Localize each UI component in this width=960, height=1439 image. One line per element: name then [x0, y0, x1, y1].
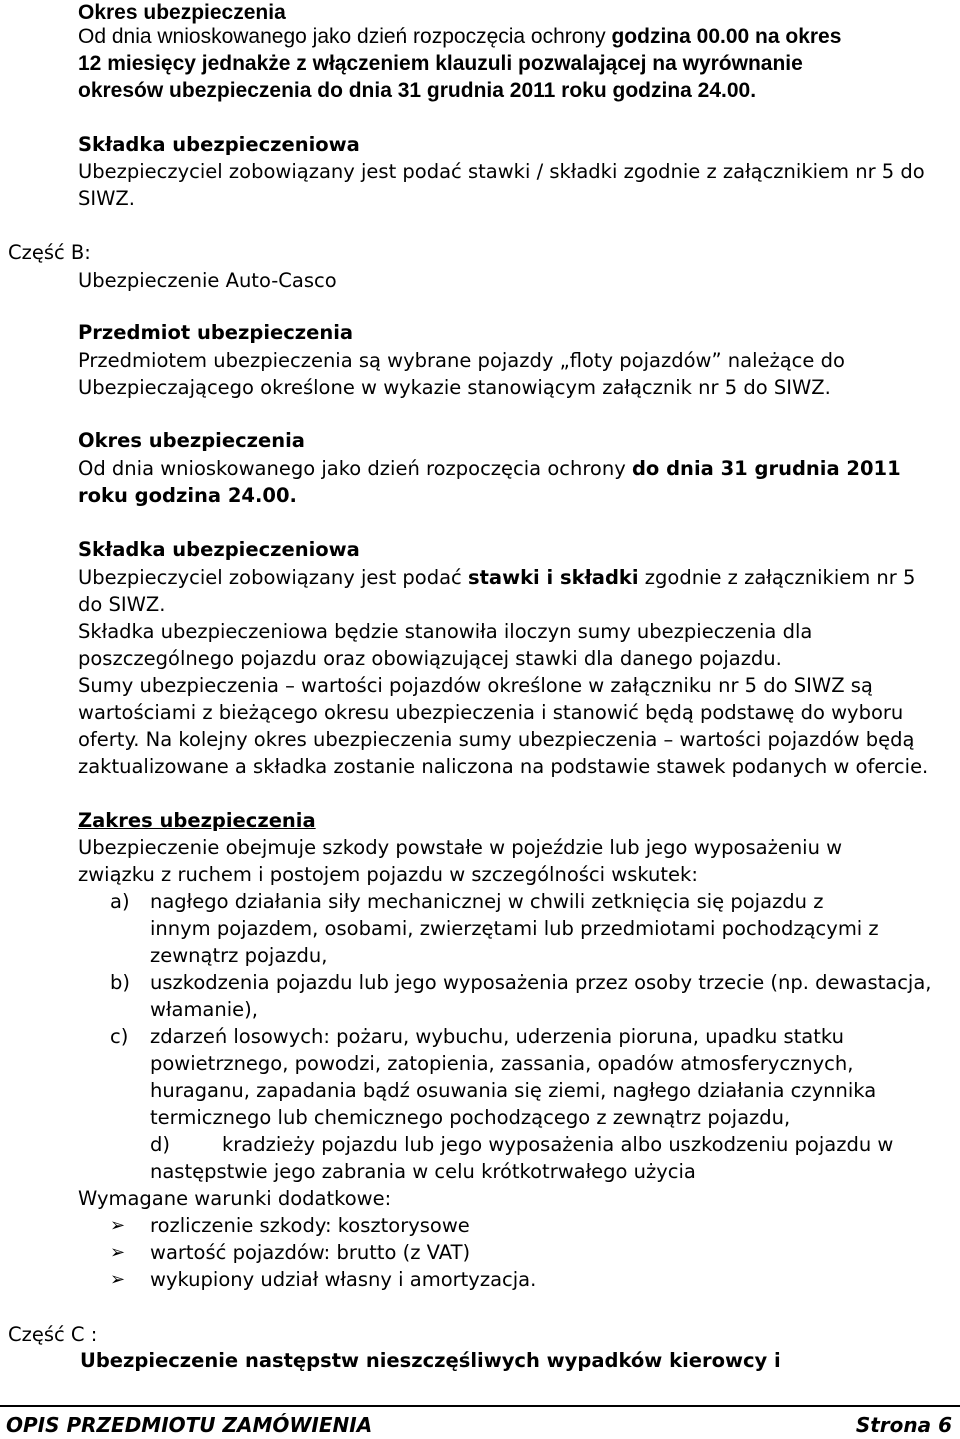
footer-rule [0, 1405, 960, 1407]
wymagane-bullet-2: wartość pojazdów: brutto (z VAT) [150, 1241, 471, 1264]
skladka-b-line2: do SIWZ. [78, 593, 166, 616]
skladka-b-line8: zaktualizowane a składka zostanie naliczona na podstawie stawek podanych w ofercie. [78, 755, 929, 778]
zakres-item-c-line4: termicznego lub chemicznego pochodzącego z zewnątrz pojazdu, [150, 1106, 791, 1129]
arrow-bullet-icon: ➢ [110, 1242, 126, 1263]
okres-a-line2: 12 miesięcy jednakże z włączeniem klauzuli pozwalającej na wyrównanie [78, 52, 803, 75]
okres-b-heading: Okres ubezpieczenia [78, 429, 305, 452]
zakres-item-b-label: b) [110, 971, 130, 994]
zakres-item-c-line2: powietrznego, powodzi, zatopienia, zassania, opadów atmosferycznych, [150, 1052, 854, 1075]
wymagane-bullet-1: rozliczenie szkody: kosztorysowe [150, 1214, 470, 1237]
skladka-b-line1-a: Ubezpieczyciel zobowiązany jest podać [78, 566, 468, 589]
okres-b-line1 [78, 456, 901, 482]
okres-b-line1-bold: do dnia 31 grudnia 2011 [631, 457, 901, 480]
okres-a-line1 [78, 24, 841, 50]
arrow-bullet-icon: ➢ [110, 1269, 126, 1290]
skladka-b-line1-b: stawki i składki [467, 566, 639, 589]
skladka-a-line2: SIWZ. [78, 187, 135, 210]
okres-b-line2: roku godzina 24.00. [78, 484, 297, 507]
zakres-heading: Zakres ubezpieczenia [78, 809, 316, 832]
footer-title: OPIS PRZEDMIOTU ZAMÓWIENIA [6, 1413, 373, 1437]
przedmiot-line2: Ubezpieczającego określone w wykazie stanowiącym załącznik nr 5 do SIWZ. [78, 376, 831, 399]
skladka-b-line1 [78, 565, 915, 591]
arrow-bullet-icon: ➢ [110, 1215, 126, 1236]
zakres-item-a-label: a) [110, 890, 130, 913]
czesc-b-title: Ubezpieczenie Auto-Casco [78, 269, 337, 292]
okres-a-heading: Okres ubezpieczenia [78, 1, 286, 24]
skladka-b-line7: oferty. Na kolejny okres ubezpieczenia sumy ubezpieczenia – wartości pojazdów będą [78, 728, 915, 751]
zakres-item-a-line2: innym pojazdem, osobami, zwierzętami lub przedmiotami pochodzącymi z [150, 917, 879, 940]
zakres-item-c-label: c) [110, 1025, 129, 1048]
skladka-b-line5: Sumy ubezpieczenia – wartości pojazdów określone w załączniku nr 5 do SIWZ są [78, 674, 873, 697]
przedmiot-line1: Przedmiotem ubezpieczenia są wybrane pojazdy „floty pojazdów” należące do [78, 349, 845, 372]
czesc-b-label: Część B: [8, 241, 91, 264]
skladka-b-line3: Składka ubezpieczeniowa będzie stanowiła iloczyn sumy ubezpieczenia dla [78, 620, 813, 643]
skladka-b-line1-c: zgodnie z załącznikiem nr 5 [638, 566, 916, 589]
zakres-item-c-line3: huraganu, zapadania bądź osuwania się ziemi, nagłego działania czynnika [150, 1079, 877, 1102]
zakres-item-a-line1: nagłego działania siły mechanicznej w chwili zetknięcia się pojazdu z [150, 890, 824, 913]
okres-a-line1-normal: Od dnia wnioskowanego jako dzień rozpoczęcia ochrony [78, 25, 612, 48]
przedmiot-heading: Przedmiot ubezpieczenia [78, 321, 354, 344]
zakres-item-c-line1: zdarzeń losowych: pożaru, wybuchu, uderzenia pioruna, upadku statku [150, 1025, 844, 1048]
zakres-line2: związku z ruchem i postojem pojazdu w szczególności wskutek: [78, 863, 698, 886]
czesc-c-title: Ubezpieczenie następstw nieszczęśliwych wypadków kierowcy i [80, 1349, 781, 1372]
zakres-item-d-label: d) [150, 1133, 170, 1156]
zakres-item-d-line1: kradzieży pojazdu lub jego wyposażenia albo uszkodzeniu pojazdu w [222, 1133, 894, 1156]
okres-b-line1-normal: Od dnia wnioskowanego jako dzień rozpoczęcia ochrony [78, 457, 632, 480]
zakres-item-b-line1: uszkodzenia pojazdu lub jego wyposażenia przez osoby trzecie (np. dewastacja, [150, 971, 932, 994]
skladka-b-heading: Składka ubezpieczeniowa [78, 538, 360, 561]
skladka-b-line4: poszczególnego pojazdu oraz obowiązującej stawki dla danego pojazdu. [78, 647, 782, 670]
zakres-item-d-line2: następstwie jego zabrania w celu krótkotrwałego użycia [150, 1160, 696, 1183]
skladka-b-line6: wartościami z bieżącego okresu ubezpieczenia i stanowić będą podstawę do wyboru [78, 701, 904, 724]
skladka-a-line1: Ubezpieczyciel zobowiązany jest podać stawki / składki zgodnie z załącznikiem nr 5 do [78, 160, 925, 183]
wymagane-heading: Wymagane warunki dodatkowe: [78, 1187, 392, 1210]
zakres-item-b-line2: włamanie), [150, 998, 258, 1021]
zakres-line1: Ubezpieczenie obejmuje szkody powstałe w pojeździe lub jego wyposażeniu w [78, 836, 843, 859]
okres-a-line1-bold: godzina 00.00 na okres [611, 25, 842, 48]
footer-page-number: Strona 6 [855, 1413, 952, 1437]
czesc-c-label: Część C : [8, 1323, 98, 1346]
wymagane-bullet-3: wykupiony udział własny i amortyzacja. [150, 1268, 537, 1291]
skladka-a-heading: Składka ubezpieczeniowa [78, 133, 360, 156]
okres-a-line3: okresów ubezpieczenia do dnia 31 grudnia 2011 roku godzina 24.00. [78, 79, 757, 102]
zakres-item-a-line3: zewnątrz pojazdu, [150, 944, 328, 967]
